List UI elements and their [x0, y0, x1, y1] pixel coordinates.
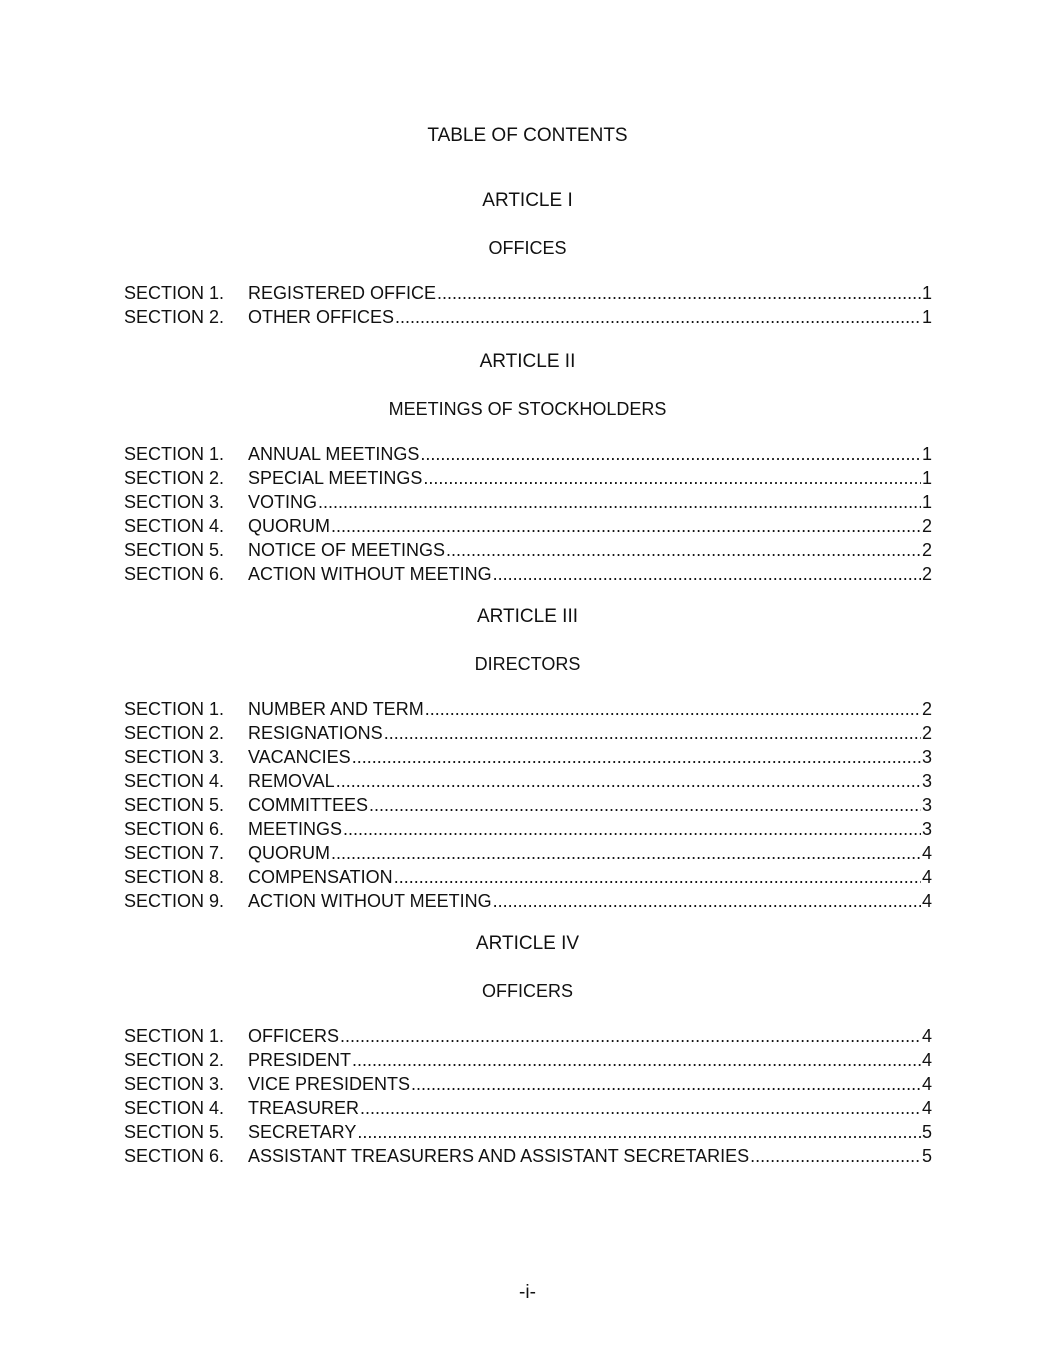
toc-entry[interactable]: [124, 562, 932, 586]
dot-leader: [395, 305, 921, 329]
section-number: SECTION 6.: [124, 564, 225, 584]
toc-entry[interactable]: [124, 442, 932, 466]
section-page-number: 2: [921, 564, 932, 584]
dot-leader: [360, 1096, 921, 1120]
article-block: [0, 932, 1055, 1168]
dot-leader: [425, 697, 921, 721]
section-page-number: 2: [921, 723, 932, 743]
section-title: VOTING: [248, 492, 318, 512]
section-title: ACTION WITHOUT MEETING: [248, 891, 492, 911]
section-list: [0, 697, 932, 913]
dot-leader: [352, 1048, 921, 1072]
section-title: MEETINGS: [248, 819, 343, 839]
section-title: COMPENSATION: [248, 867, 393, 887]
toc-entry[interactable]: [124, 490, 932, 514]
section-page-number: 2: [921, 516, 932, 536]
toc-entry[interactable]: [124, 538, 932, 562]
toc-entry[interactable]: [124, 1096, 932, 1120]
toc-entry[interactable]: [124, 1048, 932, 1072]
toc-entry[interactable]: [124, 841, 932, 865]
dot-leader: [331, 841, 921, 865]
section-title: COMMITTEES: [248, 795, 368, 815]
toc-entry[interactable]: [124, 1144, 932, 1168]
dot-leader: [411, 1072, 921, 1096]
section-list: [0, 281, 932, 329]
article-heading: ARTICLE I: [482, 190, 573, 211]
toc-entry[interactable]: [124, 793, 932, 817]
article-subtitle: OFFICERS: [481, 981, 573, 1001]
section-number: SECTION 2.: [124, 468, 225, 488]
article-subtitle: MEETINGS OF STOCKHOLDERS: [388, 399, 667, 419]
section-page-number: 1: [921, 492, 932, 512]
section-title: ACTION WITHOUT MEETING: [248, 564, 492, 584]
section-title: PRESIDENT: [248, 1050, 352, 1070]
section-title: VICE PRESIDENTS: [248, 1074, 411, 1094]
toc-entry[interactable]: [124, 865, 932, 889]
section-title: REGISTERED OFFICE: [248, 283, 437, 303]
section-title: ANNUAL MEETINGS: [248, 444, 420, 464]
toc-entry[interactable]: [124, 466, 932, 490]
toc-entry[interactable]: [124, 305, 932, 329]
section-page-number: 2: [921, 699, 932, 719]
section-number: SECTION 6.: [124, 1146, 225, 1166]
toc-entry[interactable]: [124, 1072, 932, 1096]
section-number: SECTION 1.: [124, 1026, 225, 1046]
dot-leader: [493, 562, 921, 586]
toc-entry[interactable]: [124, 1024, 932, 1048]
section-number: SECTION 7.: [124, 843, 225, 863]
section-number: SECTION 5.: [124, 1122, 225, 1142]
section-page-number: 4: [921, 1026, 932, 1046]
section-page-number: 5: [921, 1122, 932, 1142]
article-block: [0, 189, 1055, 329]
toc-entry[interactable]: [124, 281, 932, 305]
dot-leader: [437, 281, 921, 305]
dot-leader: [420, 442, 921, 466]
section-page-number: 4: [921, 1098, 932, 1118]
dot-leader: [394, 865, 921, 889]
article-block: [0, 605, 1055, 913]
section-number: SECTION 3.: [124, 747, 225, 767]
article-heading: ARTICLE III: [476, 606, 578, 627]
section-list: [0, 1024, 932, 1168]
section-title: OFFICERS: [248, 1026, 340, 1046]
dot-leader: [446, 538, 921, 562]
section-number: SECTION 3.: [124, 1074, 225, 1094]
section-page-number: 5: [921, 1146, 932, 1166]
section-title: REMOVAL: [248, 771, 335, 791]
section-page-number: 4: [921, 1050, 932, 1070]
page-number-footer: -i-: [519, 1282, 536, 1303]
section-title: QUORUM: [248, 843, 330, 863]
dot-leader: [352, 745, 921, 769]
section-page-number: 2: [921, 540, 932, 560]
toc-entry[interactable]: [124, 514, 932, 538]
section-page-number: 3: [921, 795, 932, 815]
section-page-number: 1: [921, 307, 932, 327]
toc-entry[interactable]: [124, 889, 932, 913]
section-number: SECTION 2.: [124, 1050, 225, 1070]
section-number: SECTION 1.: [124, 699, 225, 719]
section-number: SECTION 1.: [124, 283, 225, 303]
section-page-number: 4: [921, 867, 932, 887]
dot-leader: [750, 1144, 921, 1168]
section-page-number: 3: [921, 771, 932, 791]
dot-leader: [340, 1024, 921, 1048]
toc-entry[interactable]: [124, 721, 932, 745]
toc-entry[interactable]: [124, 697, 932, 721]
section-number: SECTION 9.: [124, 891, 225, 911]
section-list: [0, 442, 932, 586]
section-page-number: 4: [921, 843, 932, 863]
section-number: SECTION 5.: [124, 540, 225, 560]
section-number: SECTION 5.: [124, 795, 225, 815]
article-heading: ARTICLE II: [479, 351, 576, 372]
article-heading: ARTICLE IV: [475, 933, 580, 954]
section-title: RESIGNATIONS: [248, 723, 383, 743]
dot-leader: [423, 466, 921, 490]
section-page-number: 3: [921, 819, 932, 839]
section-number: SECTION 8.: [124, 867, 225, 887]
toc-title: TABLE OF CONTENTS: [427, 125, 628, 146]
section-page-number: 4: [921, 1074, 932, 1094]
dot-leader: [369, 793, 921, 817]
section-title: SPECIAL MEETINGS: [248, 468, 423, 488]
section-number: SECTION 3.: [124, 492, 225, 512]
section-title: NUMBER AND TERM: [248, 699, 424, 719]
dot-leader: [318, 490, 921, 514]
section-title: QUORUM: [248, 516, 330, 536]
section-number: SECTION 6.: [124, 819, 225, 839]
dot-leader: [384, 721, 921, 745]
article-subtitle: OFFICES: [488, 238, 567, 258]
section-number: SECTION 2.: [124, 723, 225, 743]
section-page-number: 3: [921, 747, 932, 767]
section-page-number: 4: [921, 891, 932, 911]
section-page-number: 1: [921, 468, 932, 488]
section-title: TREASURER: [248, 1098, 360, 1118]
section-page-number: 1: [921, 283, 932, 303]
dot-leader: [343, 817, 921, 841]
section-number: SECTION 1.: [124, 444, 225, 464]
toc-entry[interactable]: [124, 817, 932, 841]
section-title: ASSISTANT TREASURERS AND ASSISTANT SECRETARIES: [248, 1146, 750, 1166]
toc-entry[interactable]: [124, 745, 932, 769]
section-number: SECTION 4.: [124, 516, 225, 536]
section-title: VACANCIES: [248, 747, 351, 767]
section-number: SECTION 4.: [124, 771, 225, 791]
section-number: SECTION 4.: [124, 1098, 225, 1118]
toc-entry[interactable]: [124, 769, 932, 793]
section-number: SECTION 2.: [124, 307, 225, 327]
section-title: SECRETARY: [248, 1122, 357, 1142]
toc-entry[interactable]: [124, 1120, 932, 1144]
section-page-number: 1: [921, 444, 932, 464]
section-title: NOTICE OF MEETINGS: [248, 540, 446, 560]
dot-leader: [493, 889, 921, 913]
dot-leader: [357, 1120, 921, 1144]
section-title: OTHER OFFICES: [248, 307, 395, 327]
article-subtitle: DIRECTORS: [474, 654, 581, 674]
dot-leader: [331, 514, 921, 538]
dot-leader: [336, 769, 921, 793]
article-block: [0, 350, 1055, 586]
